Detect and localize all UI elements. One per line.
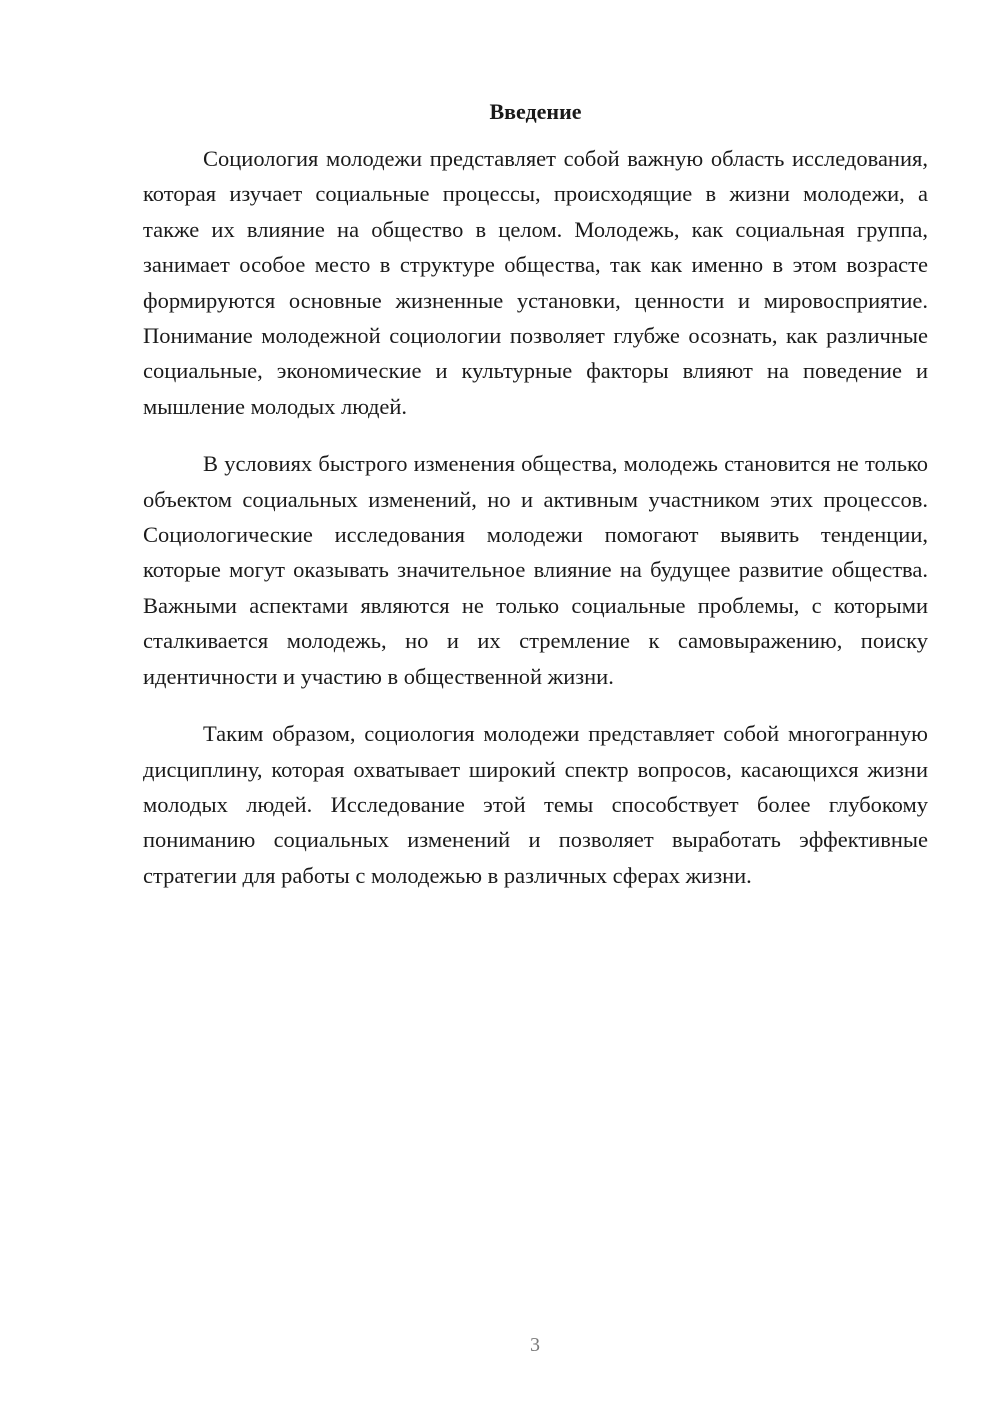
body-text bbox=[143, 141, 928, 915]
paragraph: В условиях быстрого изменения общества, молодежь становится не только объектом социальных изменений, но и активным участником этих процессов. Социологические исследования молодежи помогают выявить тенденции, которые могут оказывать значительное влияние на будущее развитие общества. Важными аспектами являются не только социальные проблемы, с которыми сталкивается молодежь, но и их стремление к самовыражению, поиску идентичности и участию в общественной жизни. bbox=[143, 451, 928, 689]
paragraph: Социология молодежи представляет собой важную область исследования, которая изучает социальные процессы, происходящие в жизни молодежи, а также их влияние на общество в целом. Молодежь, как социальная группа, занимает особое место в структуре общества, так как именно в этом возрасте формируются основные жизненные установки, ценности и мировосприятие. Понимание молодежной социологии позволяет глубже осознать, как различные социальные, экономические и культурные факторы влияют на поведение и мышление молодых людей. bbox=[143, 146, 928, 419]
page-number: 3 bbox=[530, 1334, 540, 1356]
paragraph: Таким образом, социология молодежи представляет собой многогранную дисциплину, которая охватывает широкий спектр вопросов, касающихся жизни молодых людей. Исследование этой темы способствует более глубокому пониманию социальных изменений и позволяет выработать эффективные стратегии для работы с молодежью в различных сферах жизни. bbox=[143, 721, 928, 888]
section-heading: Введение bbox=[489, 99, 582, 124]
